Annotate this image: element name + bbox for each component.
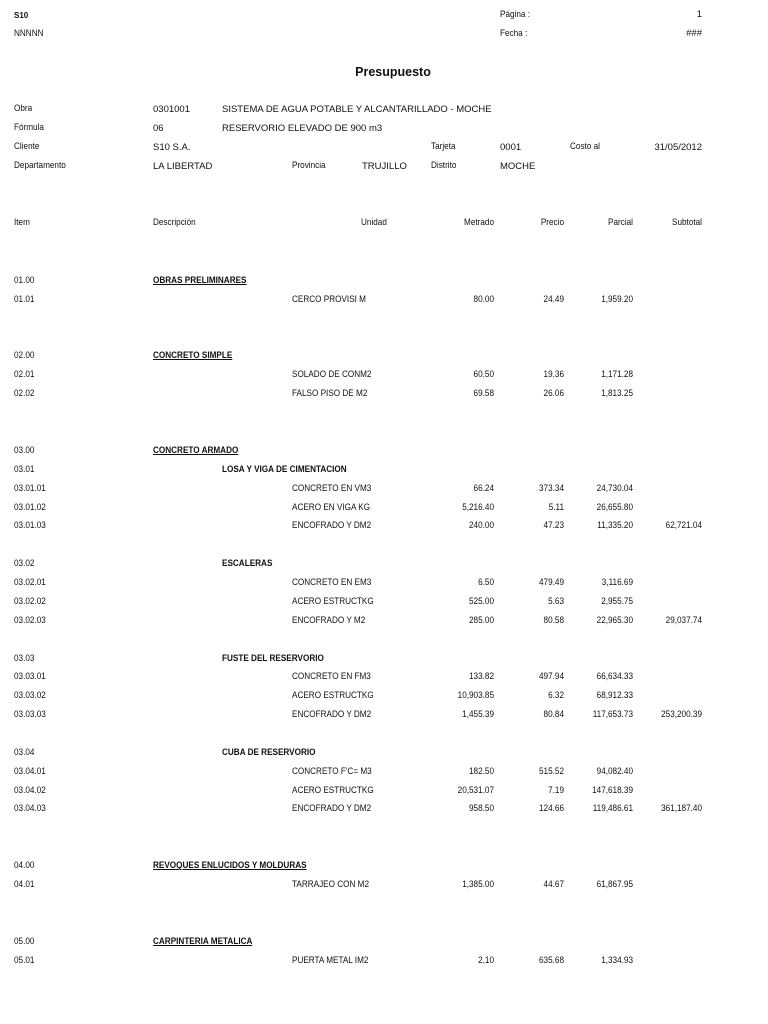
row-precio: 80.58	[543, 615, 564, 626]
row-item-code: 03.04.03	[14, 803, 46, 814]
provincia-label: Provincia	[292, 160, 326, 171]
row-metrado: 525.00	[469, 596, 494, 607]
subsection-title: FUSTE DEL RESERVORIO	[222, 653, 324, 664]
row-item-code: 03.04	[14, 747, 35, 758]
row-subtotal: 253,200.39	[661, 709, 702, 720]
row-precio: 6.32	[548, 690, 564, 701]
row-description: PUERTA METAL IM2	[292, 955, 369, 966]
row-description: ENCOFRADO Y DM2	[292, 709, 372, 720]
row-description: ACERO ESTRUCTKG	[292, 785, 374, 796]
row-precio: 373.34	[539, 483, 564, 494]
column-header-descripcion: Descripción	[153, 217, 196, 228]
departamento-value: LA LIBERTAD	[153, 161, 213, 172]
subsection-title: ESCALERAS	[222, 558, 273, 569]
obra-label: Obra	[14, 103, 33, 114]
row-item-code: 04.01	[14, 879, 35, 890]
row-item-code: 03.01	[14, 464, 35, 475]
row-precio: 19.36	[543, 369, 564, 380]
page-title: Presupuesto	[355, 65, 431, 79]
row-parcial: 147,618.39	[592, 785, 633, 796]
row-parcial: 1,959.20	[601, 294, 633, 305]
row-precio: 44.67	[543, 879, 564, 890]
row-description: FALSO PISO DE M2	[292, 388, 368, 399]
row-metrado: 285.00	[469, 615, 494, 626]
costo-date: 31/05/2012	[654, 142, 702, 153]
row-parcial: 3,116.69	[601, 577, 633, 588]
section-title: CARPINTERIA METALICA	[153, 936, 253, 947]
row-parcial: 94,082.40	[596, 766, 633, 777]
distrito-value: MOCHE	[500, 161, 536, 172]
row-parcial: 1,334.93	[601, 955, 633, 966]
row-item-code: 03.03.02	[14, 690, 46, 701]
row-parcial: 119,486.61	[592, 803, 633, 814]
departamento-label: Departamento	[14, 160, 66, 171]
row-item-code: 03.03	[14, 653, 35, 664]
row-metrado: 1,455.39	[462, 709, 494, 720]
row-parcial: 24,730.04	[596, 483, 633, 494]
date-value: ###	[686, 28, 702, 39]
section-title: OBRAS PRELIMINARES	[153, 275, 247, 286]
row-precio: 24.49	[543, 294, 564, 305]
costo-label: Costo al	[570, 141, 600, 152]
row-subtotal: 29,037.74	[665, 615, 702, 626]
row-metrado: 10,903.85	[457, 690, 494, 701]
subsection-title: CUBA DE RESERVORIO	[222, 747, 316, 758]
row-description: TARRAJEO CON M2	[292, 879, 370, 890]
row-item-code: 03.01.01	[14, 483, 46, 494]
row-item-code: 04.00	[14, 860, 35, 871]
row-parcial: 1,813.25	[601, 388, 633, 399]
section-title: REVOQUES ENLUCIDOS Y MOLDURAS	[153, 860, 307, 871]
column-header-subtotal: Subtotal	[672, 217, 702, 228]
row-item-code: 03.03.03	[14, 709, 46, 720]
row-parcial: 2,955.75	[601, 596, 633, 607]
section-title: CONCRETO SIMPLE	[153, 350, 233, 361]
row-subtotal: 62,721.04	[665, 520, 702, 531]
row-precio: 497.94	[539, 671, 564, 682]
row-item-code: 01.00	[14, 275, 35, 286]
formula-code: 06	[153, 123, 164, 134]
row-precio: 515.52	[539, 766, 564, 777]
row-metrado: 1,385.00	[462, 879, 494, 890]
software-code: S10	[14, 11, 29, 20]
row-parcial: 1,171.28	[601, 369, 633, 380]
row-parcial: 66,634.33	[596, 671, 633, 682]
report-code: NNNNN	[14, 28, 44, 39]
tarjeta-label: Tarjeta	[431, 141, 456, 152]
row-parcial: 117,653.73	[592, 709, 633, 720]
formula-name: RESERVORIO ELEVADO DE 900 m3	[222, 123, 383, 134]
row-item-code: 03.01.03	[14, 520, 46, 531]
row-item-code: 01.01	[14, 294, 35, 305]
row-description: CONCRETO EN EM3	[292, 577, 372, 588]
row-description: ACERO ESTRUCTKG	[292, 690, 374, 701]
row-metrado: 2.10	[478, 955, 494, 966]
column-header-item: Item	[14, 217, 30, 228]
row-description: SOLADO DE CONM2	[292, 369, 372, 380]
row-item-code: 05.00	[14, 936, 35, 947]
section-title: CONCRETO ARMADO	[153, 445, 239, 456]
row-precio: 5.63	[548, 596, 564, 607]
column-header-metrado: Metrado	[464, 217, 494, 228]
row-parcial: 61,867.95	[596, 879, 633, 890]
row-metrado: 182.50	[469, 766, 494, 777]
row-metrado: 69.58	[473, 388, 494, 399]
row-description: CONCRETO F'C= M3	[292, 766, 372, 777]
column-header-precio: Precio	[540, 217, 564, 228]
row-precio: 124.66	[539, 803, 564, 814]
row-metrado: 66.24	[473, 483, 494, 494]
row-precio: 635.68	[539, 955, 564, 966]
row-description: CONCRETO EN FM3	[292, 671, 371, 682]
row-precio: 5.11	[548, 502, 564, 513]
row-item-code: 03.02.03	[14, 615, 46, 626]
column-header-unidad: Unidad	[361, 217, 387, 228]
page-number: 1	[696, 9, 702, 20]
row-metrado: 240.00	[469, 520, 494, 531]
obra-name: SISTEMA DE AGUA POTABLE Y ALCANTARILLADO - MOCHE	[222, 104, 492, 115]
obra-code: 0301001	[153, 104, 190, 115]
row-item-code: 03.01.02	[14, 502, 46, 513]
row-description: CERCO PROVISI M	[292, 294, 367, 305]
row-item-code: 02.02	[14, 388, 35, 399]
column-header-parcial: Parcial	[608, 217, 633, 228]
row-subtotal: 361,187.40	[661, 803, 702, 814]
row-parcial: 22,965.30	[596, 615, 633, 626]
formula-label: Fórmula	[14, 122, 44, 133]
row-metrado: 958.50	[469, 803, 494, 814]
tarjeta-value: 0001	[500, 142, 522, 153]
row-parcial: 68,912.33	[596, 690, 633, 701]
row-metrado: 5,216.40	[462, 502, 494, 513]
cliente-label: Cliente	[14, 141, 40, 152]
row-metrado: 60.50	[473, 369, 494, 380]
page-label: Página :	[500, 9, 530, 20]
subsection-title: LOSA Y VIGA DE CIMENTACION	[222, 464, 347, 475]
row-item-code: 03.02.02	[14, 596, 46, 607]
row-metrado: 6.50	[478, 577, 494, 588]
row-precio: 7.19	[548, 785, 564, 796]
row-precio: 26.06	[543, 388, 564, 399]
row-metrado: 133.82	[469, 671, 494, 682]
row-parcial: 11,335.20	[597, 520, 633, 531]
row-item-code: 03.02.01	[14, 577, 46, 588]
row-precio: 47.23	[543, 520, 564, 531]
provincia-value: TRUJILLO	[362, 161, 407, 172]
row-precio: 80.84	[543, 709, 564, 720]
row-description: ENCOFRADO Y DM2	[292, 520, 372, 531]
row-parcial: 26,655.80	[596, 502, 633, 513]
row-description: ENCOFRADO Y DM2	[292, 803, 372, 814]
date-label: Fecha :	[500, 28, 528, 39]
row-precio: 479.49	[539, 577, 564, 588]
row-item-code: 02.01	[14, 369, 35, 380]
row-description: ENCOFRADO Y M2	[292, 615, 366, 626]
row-item-code: 03.00	[14, 445, 35, 456]
row-item-code: 05.01	[14, 955, 35, 966]
cliente-value: S10 S.A.	[153, 142, 191, 153]
row-item-code: 03.04.02	[14, 785, 46, 796]
row-description: CONCRETO EN VM3	[292, 483, 372, 494]
row-item-code: 03.02	[14, 558, 35, 569]
row-metrado: 20,531.07	[457, 785, 494, 796]
distrito-label: Distrito	[431, 160, 457, 171]
row-metrado: 80.00	[473, 294, 494, 305]
row-item-code: 02.00	[14, 350, 35, 361]
row-item-code: 03.03.01	[14, 671, 46, 682]
row-description: ACERO ESTRUCTKG	[292, 596, 374, 607]
row-description: ACERO EN VIGA KG	[292, 502, 371, 513]
row-item-code: 03.04.01	[14, 766, 46, 777]
